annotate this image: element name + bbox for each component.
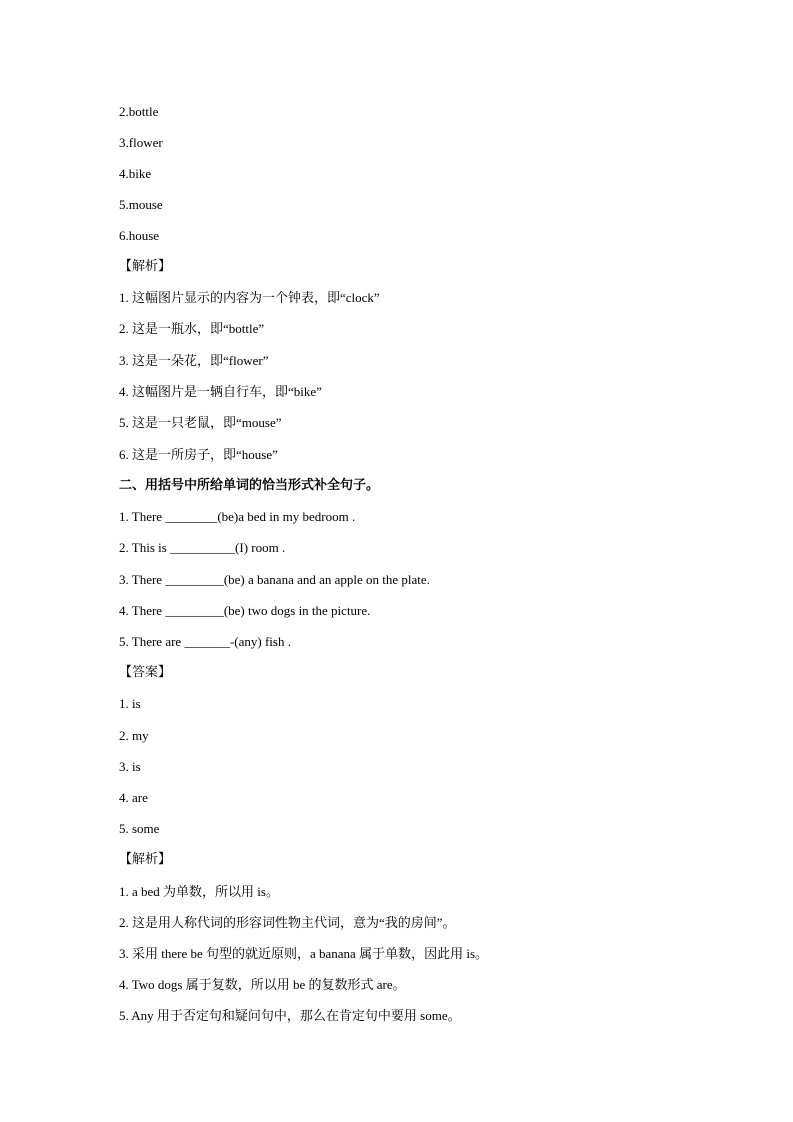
question-line: 3. There _________(be) a banana and an apple on the plate.: [119, 572, 430, 587]
analysis-line: 3. 采用 there be 句型的就近原则，a banana 属于单数，因此用 is。: [119, 946, 489, 961]
analysis-line: 3. 这是一朵花，即“flower”: [119, 353, 269, 368]
analysis-line: 1. a bed 为单数，所以用 is。: [119, 884, 279, 899]
answer-line: 2.bottle: [119, 104, 159, 119]
answer-line: 4.bike: [119, 166, 152, 181]
answer-label: 【答案】: [119, 665, 172, 680]
analysis-line: 1. 这幅图片显示的内容为一个钟表，即“clock”: [119, 290, 380, 305]
analysis-line: 4. 这幅图片是一辆自行车，即“bike”: [119, 384, 322, 399]
answer-line: 6.house: [119, 228, 160, 243]
analysis-line: 5. Any 用于否定句和疑问句中，那么在肯定句中要用 some。: [119, 1008, 461, 1023]
question-line: 2. This is __________(I) room .: [119, 540, 286, 555]
analysis-line: 2. 这是一瓶水，即“bottle”: [119, 321, 265, 336]
question-line: 4. There _________(be) two dogs in the picture.: [119, 603, 371, 618]
answer-line: 5. some: [119, 821, 160, 836]
answer-line: 3.flower: [119, 135, 163, 150]
analysis-line: 4. Two dogs 属于复数，所以用 be 的复数形式 are。: [119, 977, 406, 992]
answer-line: 1. is: [119, 696, 141, 711]
analysis-line: 2. 这是用人称代词的形容词性物主代词，意为“我的房间”。: [119, 915, 456, 930]
answer-line: 3. is: [119, 759, 141, 774]
section-title: 二、用括号中所给单词的恰当形式补全句子。: [119, 478, 380, 493]
analysis-line: 6. 这是一所房子，即“house”: [119, 447, 278, 462]
question-line: 5. There are _______-(any) fish .: [119, 634, 291, 649]
analysis-label: 【解析】: [119, 259, 172, 274]
answer-line: 2. my: [119, 728, 149, 743]
answer-line: 5.mouse: [119, 197, 163, 212]
analysis-label: 【解析】: [119, 852, 172, 867]
analysis-line: 5. 这是一只老鼠，即“mouse”: [119, 415, 282, 430]
answer-line: 4. are: [119, 790, 148, 805]
question-line: 1. There ________(be)a bed in my bedroom .: [119, 509, 356, 524]
